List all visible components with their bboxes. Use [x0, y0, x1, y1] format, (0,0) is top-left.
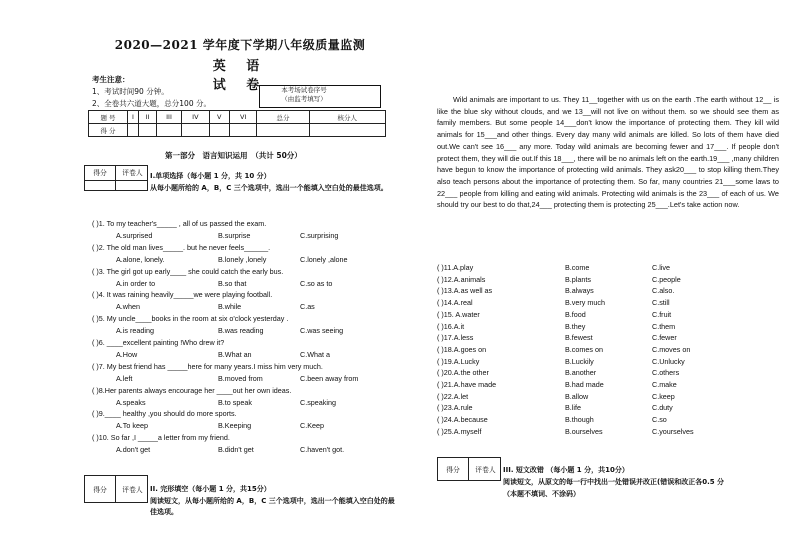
- cloze-option-b[interactable]: B.allow: [565, 391, 589, 401]
- option-b[interactable]: B.surprise: [218, 231, 251, 240]
- grader-box-label: 评卷人: [475, 466, 496, 474]
- score-table-header: 题 号: [89, 111, 128, 124]
- score-cell[interactable]: [138, 124, 156, 137]
- option-c[interactable]: C.speaking: [300, 397, 336, 407]
- option-b[interactable]: B.lonely ,lonely: [218, 254, 267, 264]
- question-stem: ( )2. The old man lives_____. but he never feels______.: [92, 242, 271, 252]
- question-stem: ( )10. So far ,I _____a letter from my friend.: [92, 433, 230, 443]
- seat-box-note: （由监考填写）: [281, 95, 327, 103]
- question-stem: ( )3. The girl got up early____ she could catch the early bus.: [92, 266, 284, 276]
- notice-line-2: 2、全卷共六道大题，总分100 分。: [92, 99, 211, 108]
- option-c[interactable]: C.What a: [300, 350, 330, 359]
- cloze-option-a: ( )14.A.real: [437, 298, 473, 308]
- score-table-header: III: [156, 111, 181, 124]
- cloze-option-a: ( )24.A.because: [437, 415, 488, 425]
- part1-title: 第一部分 语言知识运用 （共计 50分）: [165, 151, 302, 160]
- cloze-option-c[interactable]: C.so: [652, 415, 667, 425]
- cloze-option-b[interactable]: B.though: [565, 415, 594, 425]
- cloze-option-a: ( )16.A.it: [437, 321, 465, 331]
- option-a[interactable]: A.surprised: [116, 231, 153, 240]
- cloze-option-c[interactable]: C.others: [652, 368, 680, 378]
- question-stem: ( )1. To my teacher's_____ , all of us passed the exam.: [92, 219, 267, 228]
- score-cell[interactable]: [257, 124, 309, 137]
- score-cell[interactable]: [128, 124, 139, 137]
- score-row-label: 得 分: [89, 124, 128, 137]
- option-c[interactable]: C.been away from: [300, 373, 359, 383]
- question-stem: ( )7. My best friend has _____here for many years.I miss him very much.: [92, 361, 323, 371]
- option-a[interactable]: A.How: [116, 350, 138, 359]
- option-b[interactable]: B.Keeping: [218, 421, 252, 431]
- seat-number-box: [259, 85, 381, 108]
- score-box-label: 得分: [446, 466, 460, 474]
- option-b[interactable]: B.was reading: [218, 326, 264, 336]
- cloze-option-b[interactable]: B.always: [565, 286, 594, 296]
- score-box-label: 得分: [93, 486, 107, 494]
- cloze-option-a: ( )20.A.the other: [437, 368, 489, 378]
- option-a[interactable]: A.left: [116, 373, 133, 383]
- cloze-option-b[interactable]: B.Luckily: [565, 356, 594, 366]
- score-table-header: 总分: [257, 111, 309, 124]
- cloze-option-b[interactable]: B.plants: [565, 274, 591, 284]
- section2-instruction: 阅读短文，从每小题所给的 A，B，C 三个选项中，选出一个能填入空白处的最佳选项。: [150, 497, 395, 516]
- cloze-option-c[interactable]: C.live: [652, 263, 670, 272]
- score-cell[interactable]: [309, 124, 385, 137]
- cloze-option-c[interactable]: C.people: [652, 274, 681, 284]
- cloze-option-c[interactable]: C.keep: [652, 391, 675, 401]
- cloze-option-c[interactable]: C.Unlucky: [652, 356, 685, 366]
- option-b[interactable]: B.What an: [218, 350, 252, 359]
- cloze-option-a: ( )15. A.water: [437, 309, 480, 319]
- cloze-option-b[interactable]: B.food: [565, 309, 586, 319]
- option-c[interactable]: C.haven't got.: [300, 445, 345, 455]
- cloze-option-a: ( )17.A.less: [437, 333, 474, 343]
- option-a[interactable]: A.don't get: [116, 445, 151, 455]
- option-b[interactable]: B.to speak: [218, 397, 252, 407]
- cloze-option-a: ( )13.A.as well as: [437, 286, 493, 296]
- cloze-option-b[interactable]: B.they: [565, 321, 586, 331]
- cloze-option-c[interactable]: C.them: [652, 321, 676, 331]
- score-box-label: 得分: [93, 169, 107, 177]
- score-table-header: V: [209, 111, 229, 124]
- score-cell[interactable]: [229, 124, 256, 137]
- exam-subtitle: 英 语 试 卷: [212, 59, 268, 93]
- section1-title: I.单项选择（每小题 1 分，共 10 分）: [150, 172, 271, 180]
- score-cell[interactable]: [182, 124, 209, 137]
- cloze-option-b[interactable]: B.life: [565, 403, 581, 413]
- option-b[interactable]: B.while: [218, 302, 242, 312]
- cloze-option-c[interactable]: C.duty: [652, 403, 673, 413]
- cloze-option-c[interactable]: C.make: [652, 380, 677, 389]
- option-b[interactable]: B.so that: [218, 278, 247, 288]
- score-table-header: II: [138, 111, 156, 124]
- cloze-option-a: ( )22.A.let: [437, 391, 469, 401]
- section2-title: II. 完形填空（每小题 1 分，共15分）: [150, 485, 271, 493]
- cloze-option-c[interactable]: C.yourselves: [652, 426, 694, 436]
- cloze-option-c[interactable]: C.also.: [652, 286, 675, 296]
- option-c[interactable]: C.surprising: [300, 231, 339, 240]
- grader-box-label: 评卷人: [122, 169, 143, 177]
- cloze-option-b[interactable]: B.very much: [565, 298, 605, 308]
- cloze-option-b[interactable]: B.had made: [565, 380, 604, 389]
- grader-box-label: 评卷人: [122, 486, 143, 494]
- cloze-option-a: ( )25.A.myself: [437, 426, 482, 436]
- option-c[interactable]: C.as: [300, 302, 315, 312]
- score-table-header: 核分人: [309, 111, 385, 124]
- section3-score-box: [437, 457, 501, 481]
- option-a[interactable]: A.alone, lonely.: [116, 254, 165, 264]
- cloze-option-a: ( )19.A.Lucky: [437, 356, 480, 366]
- score-cell[interactable]: [156, 124, 181, 137]
- option-c[interactable]: C.so as to: [300, 278, 333, 288]
- question-stem: ( )8.Her parents always encourage her ____out her own ideas.: [92, 385, 292, 395]
- notice-line-1: 1、考试时间90 分钟。: [92, 87, 169, 96]
- option-c[interactable]: C.lonely ,alone: [300, 254, 348, 264]
- score-table-header: IV: [182, 111, 209, 124]
- cloze-option-b[interactable]: B.ourselves: [565, 426, 603, 436]
- score-table-header: I: [128, 111, 139, 124]
- seat-box-label: 本考场试卷序号: [281, 86, 327, 94]
- option-c[interactable]: C.was seeing: [300, 326, 344, 336]
- cloze-option-a: ( )11.A.play: [437, 263, 474, 272]
- cloze-passage: [437, 94, 779, 211]
- question-stem: ( )5. My uncle____books in the room at six o'clock yesterday .: [92, 314, 289, 324]
- score-table-header-row: [89, 111, 386, 124]
- cloze-option-a: ( )23.A.rule: [437, 403, 473, 413]
- cloze-option-c[interactable]: C.moves on: [652, 344, 691, 354]
- option-a[interactable]: A.speaks: [116, 397, 146, 407]
- cloze-option-b[interactable]: B.comes on: [565, 344, 603, 354]
- option-a[interactable]: A.is reading: [116, 326, 154, 336]
- exam-title: 2020—2021 学年度下学期八年级质量监测: [114, 38, 366, 52]
- section2-score-box: [84, 475, 148, 503]
- score-table: [88, 110, 386, 137]
- score-table-score-row: [89, 124, 386, 137]
- option-a[interactable]: A.in order to: [116, 278, 156, 288]
- section3-instruction-2: （本题不填词、不涂码）: [503, 490, 580, 498]
- section1-instruction: 从每小题所给的 A，B，C 三个选项中，选出一个能填入空白处的最佳选项。: [150, 184, 388, 192]
- option-c[interactable]: C.Keep: [300, 421, 324, 431]
- section3-instruction-1: 阅读短文，从原文的每一行中找出一处错误并改正(错误和改正各0.5 分: [503, 478, 725, 486]
- question-stem: ( )6. ____excellent painting !Who drew it?: [92, 338, 225, 347]
- cloze-option-b[interactable]: B.fewest: [565, 333, 593, 343]
- cloze-option-a: ( )12.A.animals: [437, 274, 486, 284]
- passage-paragraph: Wild animals are important to us. They 11__together with us on the earth .The earth without 12__ is like the blue sky without clouds, and we 13__will not live on without them. so we should see them as family members. But some people 14___don't know the importance of protecting them. They kill wild animals for 15___and other things. Every day many wild animals are killed. So lots of them have died out.We can't see 16___ any more. Today wild animals are becoming fewer and 17___. If people don't protect them, they will die out.If this 18___, there will be no animals left on the earth.19___ ,many children have begun to know the importance of protecting wild animals. They ask20___ to stop killing them.They also teach persons about the importance of protecting them. So far, many countries 21___some laws to 22___ people from killing and eating wild animals. Protecting wild animals is the 23___ of each of us. We should try our best to do that,24___ protecting them is protecting 25___.Let's take action now.: [437, 95, 779, 210]
- question-stem: ( )4. It was raining heavily_____we were playing football.: [92, 290, 273, 300]
- cloze-option-c[interactable]: C.fewer: [652, 333, 677, 343]
- notice-heading: 考生注意：: [92, 75, 130, 84]
- option-a[interactable]: A.To keep: [116, 421, 148, 431]
- option-b[interactable]: B.didn't get: [218, 445, 254, 455]
- question-stem: ( )9.____ healthy ,you should do more sports.: [92, 409, 237, 419]
- section3-title: III. 短文改错 （每小题 1 分，共10分）: [503, 466, 629, 474]
- cloze-option-a: ( )21.A.have made: [437, 380, 497, 389]
- cloze-option-c[interactable]: C.still: [652, 298, 670, 308]
- option-a[interactable]: A.when: [116, 302, 140, 312]
- score-table-header: VI: [229, 111, 256, 124]
- score-cell[interactable]: [209, 124, 229, 137]
- cloze-option-a: ( )18.A.goes on: [437, 344, 487, 354]
- cloze-option-c[interactable]: C.fruit: [652, 309, 672, 319]
- cloze-option-b[interactable]: B.another: [565, 368, 597, 378]
- cloze-option-b[interactable]: B.come: [565, 263, 590, 272]
- section1-score-box: [84, 165, 148, 191]
- option-b[interactable]: B.moved from: [218, 373, 263, 383]
